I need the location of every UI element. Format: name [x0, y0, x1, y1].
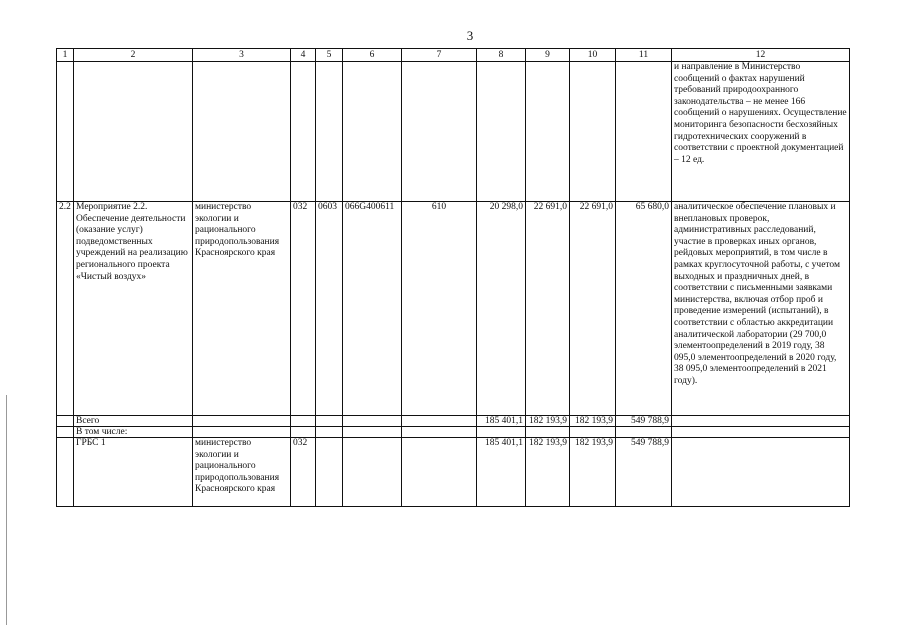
table-cell [477, 62, 526, 202]
column-header: 9 [526, 49, 570, 62]
table-cell [616, 62, 672, 202]
table-cell [291, 62, 316, 202]
column-header: 4 [291, 49, 316, 62]
program-activities-table [56, 48, 850, 507]
table-cell [477, 427, 526, 438]
section-code-cell: 0603 [316, 202, 343, 416]
table-cell [316, 438, 343, 507]
table-cell [193, 427, 291, 438]
table-row-grbs-1 [57, 438, 850, 507]
expected-results-cell: аналитическое обеспечение плановых и внеплановых проверок, административных расследований, участие в проверках иных органов, рейдовых мероприятий, в том числе в рамках круглосуточной работы, с учетом выходных и праздничных дней, в соответствии с письменными заявками министерства, включая отбор проб и проведение измерений (испытаний), в соответствии с областью аккредитации аналитической лаборатории (29 700,0 элементоопределений в 2019 году, 38 095,0 элементоопределений в 2020 году, 38 095,0 элементоопределений в 2021 году). [672, 202, 850, 416]
column-header: 2 [74, 49, 193, 62]
total-2021-cell: 182 193,9 [570, 416, 616, 427]
table-cell [570, 62, 616, 202]
table-cell [570, 427, 616, 438]
total-2020-cell: 182 193,9 [526, 416, 570, 427]
grbs-2019-cell: 185 401,1 [477, 438, 526, 507]
table-cell [402, 438, 477, 507]
executor-cell: министерство экологии и рационального природопользования Красноярского края [193, 438, 291, 507]
executor-cell: министерство экологии и рационального природопользования Красноярского края [193, 202, 291, 416]
page-number: 3 [466, 28, 474, 43]
column-header: 12 [672, 49, 850, 62]
grbs-code-cell: 032 [291, 438, 316, 507]
table-cell [316, 427, 343, 438]
table-cell [57, 427, 74, 438]
scan-margin-line [6, 395, 7, 625]
table-cell [343, 62, 402, 202]
table-cell [57, 438, 74, 507]
table-cell [193, 416, 291, 427]
total-label-cell: Всего [74, 416, 193, 427]
table-row-activity-2-2 [57, 202, 850, 416]
grbs-label-cell: ГРБС 1 [74, 438, 193, 507]
activity-name-cell: Мероприятие 2.2. Обеспечение деятельности (оказание услуг) подведомственных учреждений на реализацию регионального проекта «Чистый воздух» [74, 202, 193, 416]
grbs-code-cell: 032 [291, 202, 316, 416]
table-row-total [57, 416, 850, 427]
table-cell [616, 427, 672, 438]
table-cell [343, 416, 402, 427]
table-cell [316, 416, 343, 427]
table-cell [402, 427, 477, 438]
column-header: 11 [616, 49, 672, 62]
table-row-continued [57, 62, 850, 202]
table-cell [193, 62, 291, 202]
column-header: 10 [570, 49, 616, 62]
table-cell [672, 416, 850, 427]
column-header: 3 [193, 49, 291, 62]
amount-total-cell: 65 680,0 [616, 202, 672, 416]
table-cell [343, 427, 402, 438]
expense-type-cell: 610 [402, 202, 477, 416]
target-article-cell: 066G400611 [343, 202, 402, 416]
table-cell [402, 62, 477, 202]
column-header: 8 [477, 49, 526, 62]
table-cell [57, 62, 74, 202]
table-cell [291, 416, 316, 427]
amount-2020-cell: 22 691,0 [526, 202, 570, 416]
row-number-cell: 2.2 [57, 202, 74, 416]
total-sum-cell: 549 788,9 [616, 416, 672, 427]
column-header: 7 [402, 49, 477, 62]
expected-results-cell: и направление в Министерство сообщений о фактах нарушений требований природоохранного законодательства – не менее 166 сообщений о нарушениях. Осуществление мониторинга безопасности бесхозяйных гидротехнических сооружений в соответствии с проектной документацией – 12 ед. [672, 62, 850, 202]
grbs-2021-cell: 182 193,9 [570, 438, 616, 507]
including-label-cell: В том числе: [74, 427, 193, 438]
table-cell [57, 416, 74, 427]
column-header: 6 [343, 49, 402, 62]
table-cell [402, 416, 477, 427]
total-2019-cell: 185 401,1 [477, 416, 526, 427]
column-header: 5 [316, 49, 343, 62]
table-cell [291, 427, 316, 438]
table-cell [672, 438, 850, 507]
column-header: 1 [57, 49, 74, 62]
column-number-row [57, 49, 850, 62]
table-cell [672, 427, 850, 438]
grbs-2020-cell: 182 193,9 [526, 438, 570, 507]
table-cell [343, 438, 402, 507]
amount-2019-cell: 20 298,0 [477, 202, 526, 416]
amount-2021-cell: 22 691,0 [570, 202, 616, 416]
grbs-total-cell: 549 788,9 [616, 438, 672, 507]
table-row-including [57, 427, 850, 438]
table-cell [526, 62, 570, 202]
table-cell [316, 62, 343, 202]
table-cell [74, 62, 193, 202]
table-cell [526, 427, 570, 438]
